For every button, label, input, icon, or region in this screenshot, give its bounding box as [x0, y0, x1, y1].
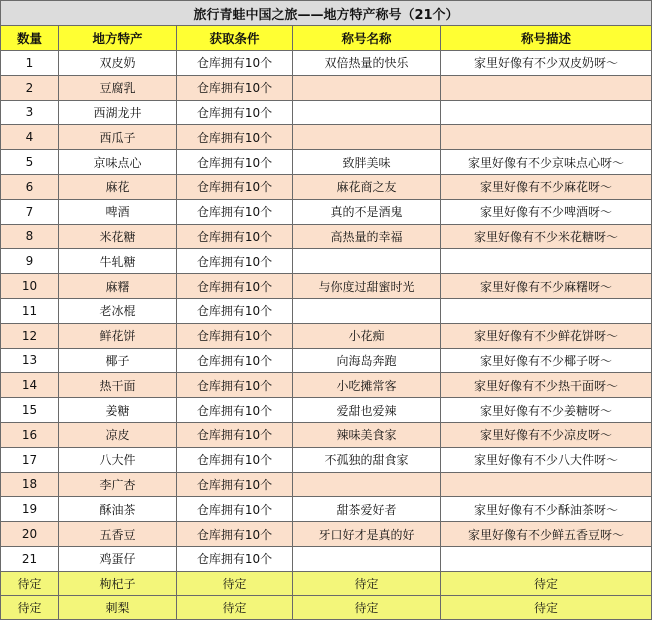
- cell-title-name: [293, 472, 441, 497]
- cell-count: 10: [1, 274, 59, 299]
- cell-title-desc: 家里好像有不少双皮奶呀～: [441, 51, 652, 76]
- cell-specialty: 热干面: [59, 373, 177, 398]
- cell-specialty: 米花糖: [59, 224, 177, 249]
- cell-title-desc: 待定: [441, 571, 652, 595]
- cell-condition: 仓库拥有10个: [177, 348, 293, 373]
- cell-condition: 仓库拥有10个: [177, 224, 293, 249]
- cell-title-desc: 家里好像有不少米花糖呀～: [441, 224, 652, 249]
- cell-title-desc: 待定: [441, 595, 652, 619]
- table-row: [1, 51, 652, 76]
- cell-specialty: 鲜花饼: [59, 323, 177, 348]
- cell-count: 20: [1, 522, 59, 547]
- table-row: [1, 348, 652, 373]
- cell-title-desc: 家里好像有不少麻糬呀～: [441, 274, 652, 299]
- cell-condition: 仓库拥有10个: [177, 323, 293, 348]
- cell-count: 待定: [1, 571, 59, 595]
- cell-condition: 仓库拥有10个: [177, 75, 293, 100]
- cell-condition: 仓库拥有10个: [177, 522, 293, 547]
- cell-condition: 仓库拥有10个: [177, 298, 293, 323]
- table-row: [1, 447, 652, 472]
- cell-specialty: 豆腐乳: [59, 75, 177, 100]
- cell-condition: 待定: [177, 571, 293, 595]
- cell-title-name: 高热量的幸福: [293, 224, 441, 249]
- cell-count: 5: [1, 150, 59, 175]
- cell-count: 11: [1, 298, 59, 323]
- cell-title-desc: [441, 249, 652, 274]
- table-row: [1, 298, 652, 323]
- cell-title-name: 与你度过甜蜜时光: [293, 274, 441, 299]
- cell-title-name: 甜茶爱好者: [293, 497, 441, 522]
- cell-specialty: 李广杏: [59, 472, 177, 497]
- table-body: [1, 1, 652, 620]
- cell-count: 12: [1, 323, 59, 348]
- cell-condition: 仓库拥有10个: [177, 373, 293, 398]
- cell-title-desc: 家里好像有不少京味点心呀～: [441, 150, 652, 175]
- cell-count: 1: [1, 51, 59, 76]
- cell-title-desc: 家里好像有不少麻花呀～: [441, 174, 652, 199]
- cell-title-name: [293, 75, 441, 100]
- cell-condition: 仓库拥有10个: [177, 274, 293, 299]
- cell-specialty: 双皮奶: [59, 51, 177, 76]
- cell-specialty: 八大件: [59, 447, 177, 472]
- cell-condition: 仓库拥有10个: [177, 422, 293, 447]
- table-row: [1, 472, 652, 497]
- col-header-count: 数量: [1, 26, 59, 51]
- cell-title-name: [293, 100, 441, 125]
- cell-title-name: 小花痴: [293, 323, 441, 348]
- cell-title-name: [293, 249, 441, 274]
- cell-count: 16: [1, 422, 59, 447]
- table-row: [1, 422, 652, 447]
- cell-condition: 待定: [177, 595, 293, 619]
- col-header-title-desc: 称号描述: [441, 26, 652, 51]
- cell-specialty: 啤酒: [59, 199, 177, 224]
- header-row: [1, 26, 652, 51]
- table-row: [1, 497, 652, 522]
- cell-count: 3: [1, 100, 59, 125]
- cell-condition: 仓库拥有10个: [177, 150, 293, 175]
- table-row: [1, 373, 652, 398]
- cell-condition: 仓库拥有10个: [177, 125, 293, 150]
- cell-count: 2: [1, 75, 59, 100]
- table-row: [1, 398, 652, 423]
- cell-count: 18: [1, 472, 59, 497]
- col-header-title-name: 称号名称: [293, 26, 441, 51]
- cell-title-name: 待定: [293, 571, 441, 595]
- cell-title-desc: 家里好像有不少啤酒呀～: [441, 199, 652, 224]
- cell-title-name: [293, 298, 441, 323]
- table-row: [1, 199, 652, 224]
- cell-specialty: 五香豆: [59, 522, 177, 547]
- cell-specialty: 枸杞子: [59, 571, 177, 595]
- cell-specialty: 西湖龙井: [59, 100, 177, 125]
- cell-title-desc: 家里好像有不少热干面呀～: [441, 373, 652, 398]
- cell-title-name: 牙口好才是真的好: [293, 522, 441, 547]
- cell-title-desc: 家里好像有不少姜糖呀～: [441, 398, 652, 423]
- cell-title-desc: 家里好像有不少鲜花饼呀～: [441, 323, 652, 348]
- cell-condition: 仓库拥有10个: [177, 497, 293, 522]
- cell-specialty: 姜糖: [59, 398, 177, 423]
- cell-specialty: 京味点心: [59, 150, 177, 175]
- cell-title-desc: [441, 125, 652, 150]
- title-row: [1, 1, 652, 26]
- cell-condition: 仓库拥有10个: [177, 51, 293, 76]
- cell-specialty: 酥油茶: [59, 497, 177, 522]
- cell-count: 9: [1, 249, 59, 274]
- cell-title-name: 辣味美食家: [293, 422, 441, 447]
- table-row: [1, 100, 652, 125]
- cell-title-name: 爱甜也爱辣: [293, 398, 441, 423]
- cell-title-name: 麻花商之友: [293, 174, 441, 199]
- cell-count: 21: [1, 546, 59, 571]
- cell-title-name: 致胖美味: [293, 150, 441, 175]
- table-row: [1, 274, 652, 299]
- cell-title-desc: [441, 75, 652, 100]
- cell-condition: 仓库拥有10个: [177, 546, 293, 571]
- cell-count: 4: [1, 125, 59, 150]
- cell-specialty: 椰子: [59, 348, 177, 373]
- cell-specialty: 麻花: [59, 174, 177, 199]
- pending-row: [1, 595, 652, 619]
- cell-title-name: 向海岛奔跑: [293, 348, 441, 373]
- table-row: [1, 150, 652, 175]
- cell-count: 7: [1, 199, 59, 224]
- table-row: [1, 323, 652, 348]
- pending-row: [1, 571, 652, 595]
- cell-count: 14: [1, 373, 59, 398]
- cell-specialty: 麻糬: [59, 274, 177, 299]
- cell-title-name: 待定: [293, 595, 441, 619]
- cell-count: 17: [1, 447, 59, 472]
- cell-condition: 仓库拥有10个: [177, 447, 293, 472]
- cell-condition: 仓库拥有10个: [177, 249, 293, 274]
- table-row: [1, 546, 652, 571]
- cell-title-desc: [441, 298, 652, 323]
- cell-title-name: [293, 546, 441, 571]
- table-row: [1, 224, 652, 249]
- cell-count: 19: [1, 497, 59, 522]
- col-header-condition: 获取条件: [177, 26, 293, 51]
- cell-count: 8: [1, 224, 59, 249]
- cell-title-desc: 家里好像有不少椰子呀～: [441, 348, 652, 373]
- cell-condition: 仓库拥有10个: [177, 398, 293, 423]
- cell-title-desc: 家里好像有不少八大件呀～: [441, 447, 652, 472]
- cell-title-name: 双倍热量的快乐: [293, 51, 441, 76]
- cell-count: 待定: [1, 595, 59, 619]
- cell-title-desc: [441, 100, 652, 125]
- table-row: [1, 125, 652, 150]
- cell-title-name: 小吃摊常客: [293, 373, 441, 398]
- cell-condition: 仓库拥有10个: [177, 100, 293, 125]
- cell-count: 6: [1, 174, 59, 199]
- table-row: [1, 75, 652, 100]
- cell-title-name: 不孤独的甜食家: [293, 447, 441, 472]
- table-title: 旅行青蛙中国之旅——地方特产称号（21个）: [1, 1, 652, 26]
- cell-title-desc: 家里好像有不少凉皮呀～: [441, 422, 652, 447]
- cell-title-desc: [441, 546, 652, 571]
- table-row: [1, 174, 652, 199]
- cell-specialty: 老冰棍: [59, 298, 177, 323]
- cell-condition: 仓库拥有10个: [177, 199, 293, 224]
- table-row: [1, 249, 652, 274]
- cell-specialty: 西瓜子: [59, 125, 177, 150]
- cell-title-desc: 家里好像有不少酥油茶呀～: [441, 497, 652, 522]
- table-row: [1, 522, 652, 547]
- cell-count: 13: [1, 348, 59, 373]
- cell-title-desc: [441, 472, 652, 497]
- cell-specialty: 凉皮: [59, 422, 177, 447]
- cell-condition: 仓库拥有10个: [177, 174, 293, 199]
- cell-title-name: [293, 125, 441, 150]
- cell-specialty: 鸡蛋仔: [59, 546, 177, 571]
- cell-specialty: 刺梨: [59, 595, 177, 619]
- cell-specialty: 牛轧糖: [59, 249, 177, 274]
- cell-title-name: 真的不是酒鬼: [293, 199, 441, 224]
- cell-title-desc: 家里好像有不少鲜五香豆呀～: [441, 522, 652, 547]
- cell-condition: 仓库拥有10个: [177, 472, 293, 497]
- cell-count: 15: [1, 398, 59, 423]
- col-header-specialty: 地方特产: [59, 26, 177, 51]
